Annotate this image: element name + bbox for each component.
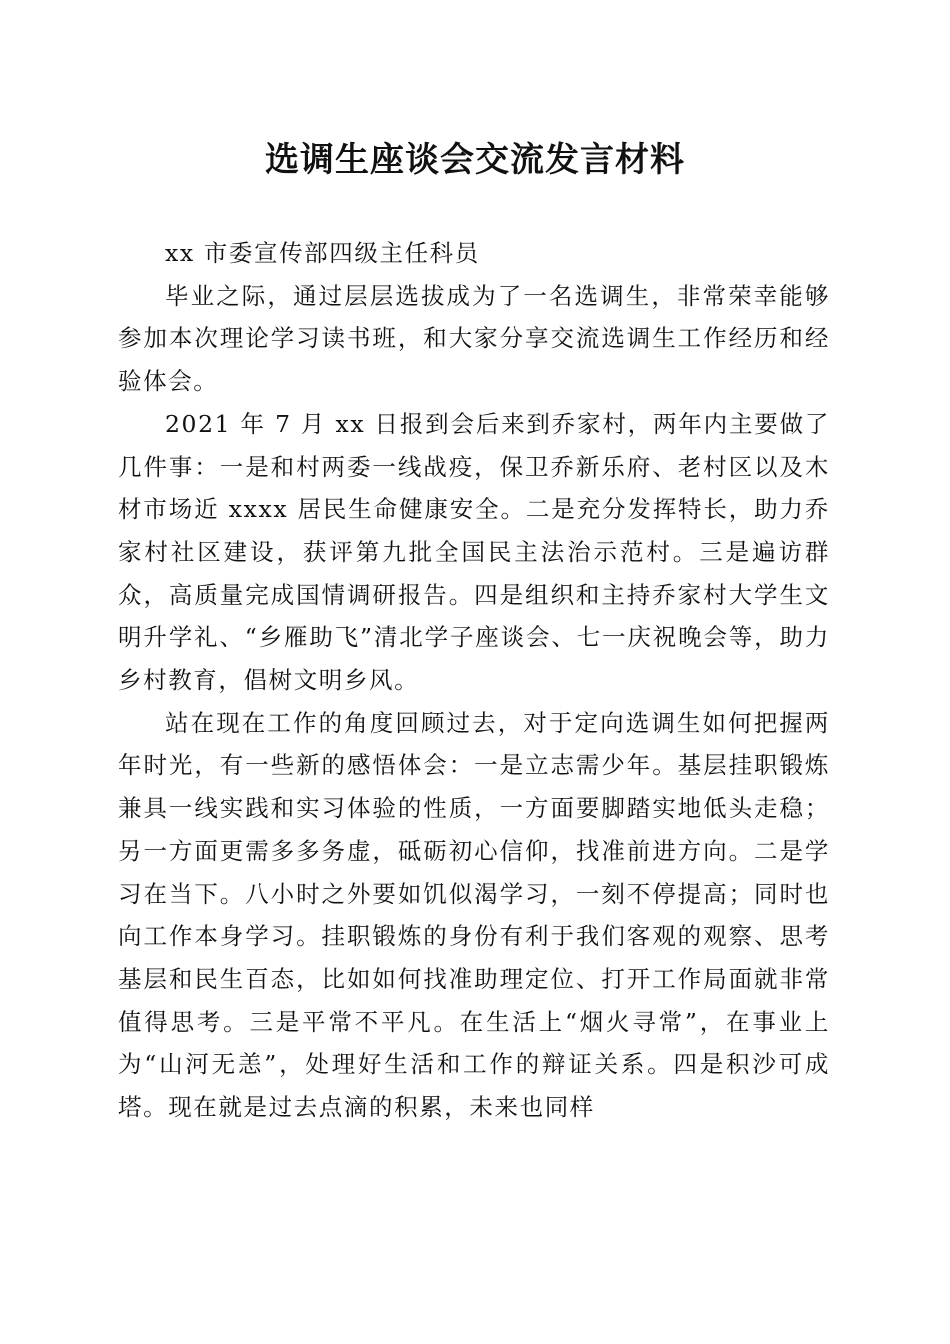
author-line: xx 市委宣传部四级主任科员 [165, 239, 480, 267]
paragraph-work-summary: 2021 年 7 月 xx 日报到会后来到乔家村，两年内主要做了几件事：一是和村两委一线战疫，保卫乔新乐府、老村区以及木材市场近 xxxx 居民生命健康安全。二是充分发挥特长，助力乔家村社区建设，获评第九批全国民主法治示范村。三是遍访群众，高质量完成国情调研报告。四是组织和主持乔家村大学生文明升学礼、“乡雁助飞”清北学子座谈会、七一庆祝晚会等，助力乡村教育，倡树文明乡风。 [118, 409, 830, 695]
document-body [118, 232, 830, 1129]
paragraph-reflections: 站在现在工作的角度回顾过去，对于定向选调生如何把握两年时光，有一些新的感悟体会：一是立志需少年。基层挂职锻炼兼具一线实践和实习体验的性质，一方面要脚踏实地低头走稳；另一方面更需多多务虚，砥砺初心信仰，找准前进方向。二是学习在当下。八小时之外要如饥似渴学习，一刻不停提高；同时也向工作本身学习。挂职锻炼的身份有利于我们客观的观察、思考基层和民生百态，比如如何找准助理定位、打开工作局面就非常值得思考。三是平常不平凡。在生活上“烟火寻常”，在事业上为“山河无恙”，处理好生活和工作的辩证关系。四是积沙可成塔。现在就是过去点滴的积累，未来也同样 [118, 708, 830, 1122]
paragraph-intro: 毕业之际，通过层层选拔成为了一名选调生，非常荣幸能够参加本次理论学习读书班，和大家分享交流选调生工作经历和经验体会。 [118, 281, 830, 396]
document-title: 选调生座谈会交流发言材料 [265, 140, 685, 180]
